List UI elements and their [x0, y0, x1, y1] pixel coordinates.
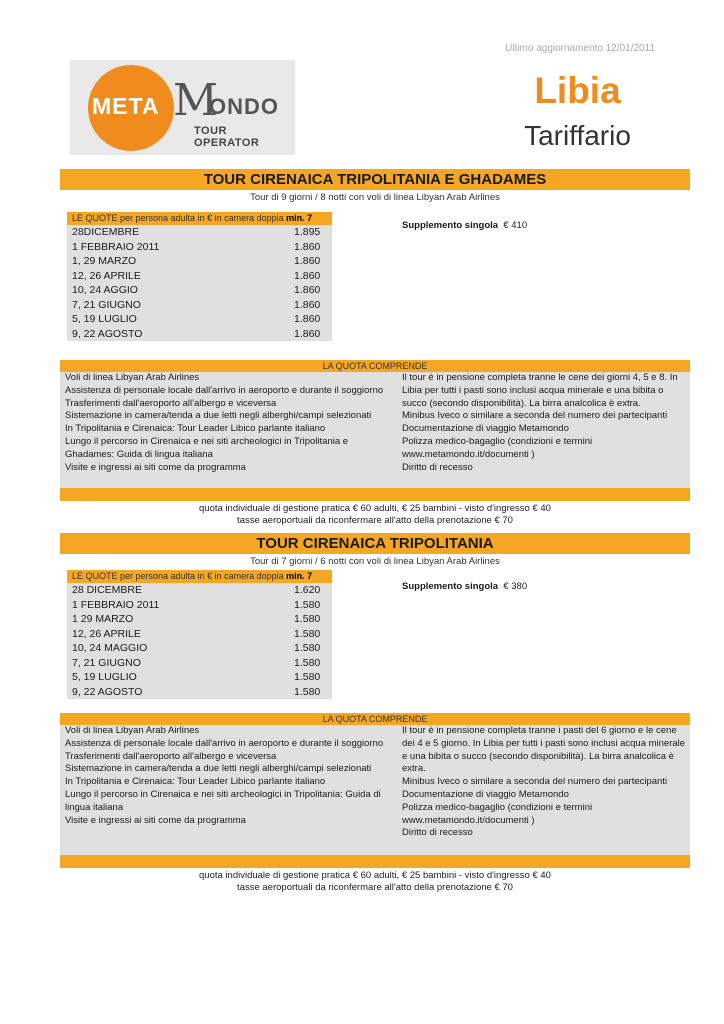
price-row [67, 641, 332, 656]
trip1-includes [60, 372, 690, 488]
supplement-label: Supplemento singola [402, 220, 499, 231]
include-item: Visite e ingressi ai siti come da programma [65, 461, 246, 473]
includes-left [65, 372, 395, 474]
trip2-title: TOUR CIRENAICA TRIPOLITANIA [60, 533, 690, 554]
include-item: Visite e ingressi ai siti come da programma [65, 814, 246, 826]
price-date: 9, 22 AGOSTO [72, 685, 143, 698]
price-row [67, 583, 332, 598]
price-value: 1.580 [294, 671, 321, 683]
price-value: 1.860 [294, 269, 321, 282]
document-title: Tariffario [524, 120, 631, 151]
price-value: 1.860 [294, 327, 321, 340]
price-value: 1.580 [294, 598, 321, 611]
note-fees: quota individuale di gestione pratica € 60 adulti, € 25 bambini - visto d'ingresso € 40 [199, 870, 551, 881]
price-row [67, 598, 332, 613]
include-item: Lungo il percorso in Cirenaica e nei siti archeologici in Tripolitania: Guida di lingua italiana [65, 788, 381, 813]
trip1-supplement [402, 220, 527, 231]
note-fees: quota individuale di gestione pratica € 60 adulti, € 25 bambini - visto d'ingresso € 40 [199, 503, 551, 514]
price-value: 1.860 [294, 284, 321, 296]
include-item: Trasferimenti dall'aeroporto all'albergo e viceversa [65, 750, 277, 762]
include-item: In Tripolitania e Cirenaica: Tour Leader Libico parlante italiano [65, 423, 326, 435]
trip2-includes-header: LA QUOTA COMPRENDE [60, 713, 690, 725]
include-item: Il tour è in pensione completa tranne i pasti del 6 giorno e le cene dei 4 e 5 giorno. In Libia per tutti i pasti sono inclusi acqua minerale e una bibita o succo (secondo disponibilità). La birra analcolica è extra. [402, 725, 686, 775]
trip2-includes-footer [60, 855, 690, 868]
price-value: 1.860 [294, 298, 321, 311]
include-item: In Tripolitania e Cirenaica: Tour Leader Libico parlante italiano [65, 776, 326, 788]
price-value: 1.580 [294, 613, 321, 625]
include-item: Minibus Iveco o similare a seconda del numero dei partecipanti [402, 410, 668, 422]
include-item: Diritto di recesso [402, 461, 473, 473]
price-value: 1.620 [294, 584, 321, 596]
price-value: 1.860 [294, 240, 321, 253]
note-taxes: tasse aeroportuali da riconfermare all'atto della prenotazione € 70 [237, 882, 513, 893]
price-row [67, 656, 332, 671]
trip1-notes [60, 503, 690, 527]
trip1-includes-footer [60, 488, 690, 501]
price-header-min: min. 7 [286, 571, 313, 581]
price-row [67, 225, 332, 240]
country-title: Libia [534, 70, 621, 111]
price-date: 10, 24 MAGGIO [72, 642, 148, 654]
price-value: 1.895 [294, 226, 321, 238]
trip2-supplement [402, 581, 527, 592]
include-item: Lungo il percorso in Cirenaica e nei siti archeologici in Tripolitania e Ghadames: Guida di lingua italiana [65, 435, 349, 460]
includes-right [402, 372, 689, 474]
include-item: Trasferimenti dall'aeroporto all'albergo e viceversa [65, 397, 277, 409]
trip2-price-header [67, 570, 332, 583]
price-value: 1.580 [294, 685, 321, 698]
supplement-value: € 410 [503, 220, 528, 231]
include-item: Documentazione di viaggio Metamondo [402, 788, 569, 800]
price-date: 12, 26 APRILE [72, 269, 141, 282]
include-item: Polizza medico-bagaglio (condizioni e termini www.metamondo.it/documenti ) [402, 435, 593, 460]
price-row [67, 269, 332, 284]
trip2-includes [60, 725, 690, 855]
trip1-price-header [67, 212, 332, 225]
price-value: 1.580 [294, 642, 321, 654]
include-item: Documentazione di viaggio Metamondo [402, 423, 569, 435]
note-taxes: tasse aeroportuali da riconfermare all'atto della prenotazione € 70 [237, 515, 513, 526]
price-date: 5, 19 LUGLIO [72, 671, 137, 683]
price-row [67, 254, 332, 269]
price-row [67, 627, 332, 642]
includes-left [65, 725, 395, 827]
trip2-price-table [67, 583, 332, 699]
include-item: Il tour è in pensione completa tranne le cene dei giorni 4, 5 e 8. In Libia per tutti i pasti sono inclusi acqua minerale e una bibita o succo (secondo disponibilità). La birra analcolica è extra. [402, 372, 678, 409]
include-item: Assistenza di personale locale dall'arrivo in aeroporto e durante il soggiorno [65, 384, 384, 396]
price-value: 1.580 [294, 656, 321, 669]
supplement-label: Supplemento singola [402, 581, 499, 592]
price-value: 1.860 [294, 255, 321, 267]
trip2-subtitle: Tour di 7 giorni / 6 notti con voli di linea Libyan Arab Airlines [250, 556, 500, 567]
price-header-text: LE QUOTE per persona adulta in € in camera doppia [72, 571, 284, 581]
price-row [67, 327, 332, 342]
price-date: 1, 29 MARZO [72, 255, 137, 267]
price-date: 9, 22 AGOSTO [72, 327, 143, 340]
include-item: Minibus Iveco o similare a seconda del numero dei partecipanti [402, 776, 668, 788]
price-header-text: LE QUOTE per persona adulta in € in camera doppia [72, 213, 284, 223]
trip1-price-table [67, 225, 332, 341]
include-item: Diritto di recesso [402, 827, 473, 839]
logo-ondo-text: ONDO [209, 94, 279, 119]
price-date: 1 FEBBRAIO 2011 [72, 240, 160, 253]
metamondo-logo [70, 60, 295, 155]
include-item: Sistemazione in camera/tenda a due letti negli alberghi/campi selezionati [65, 410, 372, 422]
price-row [67, 240, 332, 255]
include-item: Polizza medico-bagaglio (condizioni e termini www.metamondo.it/documenti ) [402, 801, 593, 826]
logo-meta-text: META [92, 93, 160, 119]
trip1-includes-header: LA QUOTA COMPRENDE [60, 360, 690, 372]
include-item: Assistenza di personale locale dall'arrivo in aeroporto e durante il soggiorno [65, 737, 384, 749]
include-item: Voli di linea Libyan Arab Airlines [65, 725, 200, 736]
price-header-min: min. 7 [286, 213, 313, 223]
includes-right [402, 725, 689, 840]
trip2-notes [60, 870, 690, 894]
price-date: 7, 21 GIUGNO [72, 298, 141, 311]
logo-tour-operator: TOUR OPERATOR [194, 125, 260, 149]
price-date: 5, 19 LUGLIO [72, 313, 137, 325]
price-date: 10, 24 AGGIO [72, 284, 138, 296]
price-row [67, 312, 332, 327]
trip1-title: TOUR CIRENAICA TRIPOLITANIA E GHADAMES [60, 169, 690, 190]
include-item: Sistemazione in camera/tenda a due letti negli alberghi/campi selezionati [65, 763, 372, 775]
logo-m-letter: M [173, 75, 219, 126]
include-item: Voli di linea Libyan Arab Airlines [65, 372, 200, 383]
price-date: 28DICEMBRE [72, 226, 140, 238]
price-row [67, 670, 332, 685]
price-date: 7, 21 GIUGNO [72, 656, 141, 669]
last-updated: Ultimo aggiornamento 12/01/2011 [505, 43, 655, 54]
price-date: 12, 26 APRILE [72, 627, 141, 640]
supplement-value: € 380 [503, 581, 528, 592]
price-date: 28 DICEMBRE [72, 584, 143, 596]
price-row [67, 283, 332, 298]
price-row [67, 612, 332, 627]
price-row [67, 685, 332, 700]
price-row [67, 298, 332, 313]
price-value: 1.580 [294, 627, 321, 640]
price-value: 1.860 [294, 313, 321, 325]
trip1-subtitle: Tour di 9 giorni / 8 notti con voli di linea Libyan Arab Airlines [250, 192, 500, 203]
price-date: 1 FEBBRAIO 2011 [72, 598, 160, 611]
price-date: 1 29 MARZO [72, 613, 134, 625]
